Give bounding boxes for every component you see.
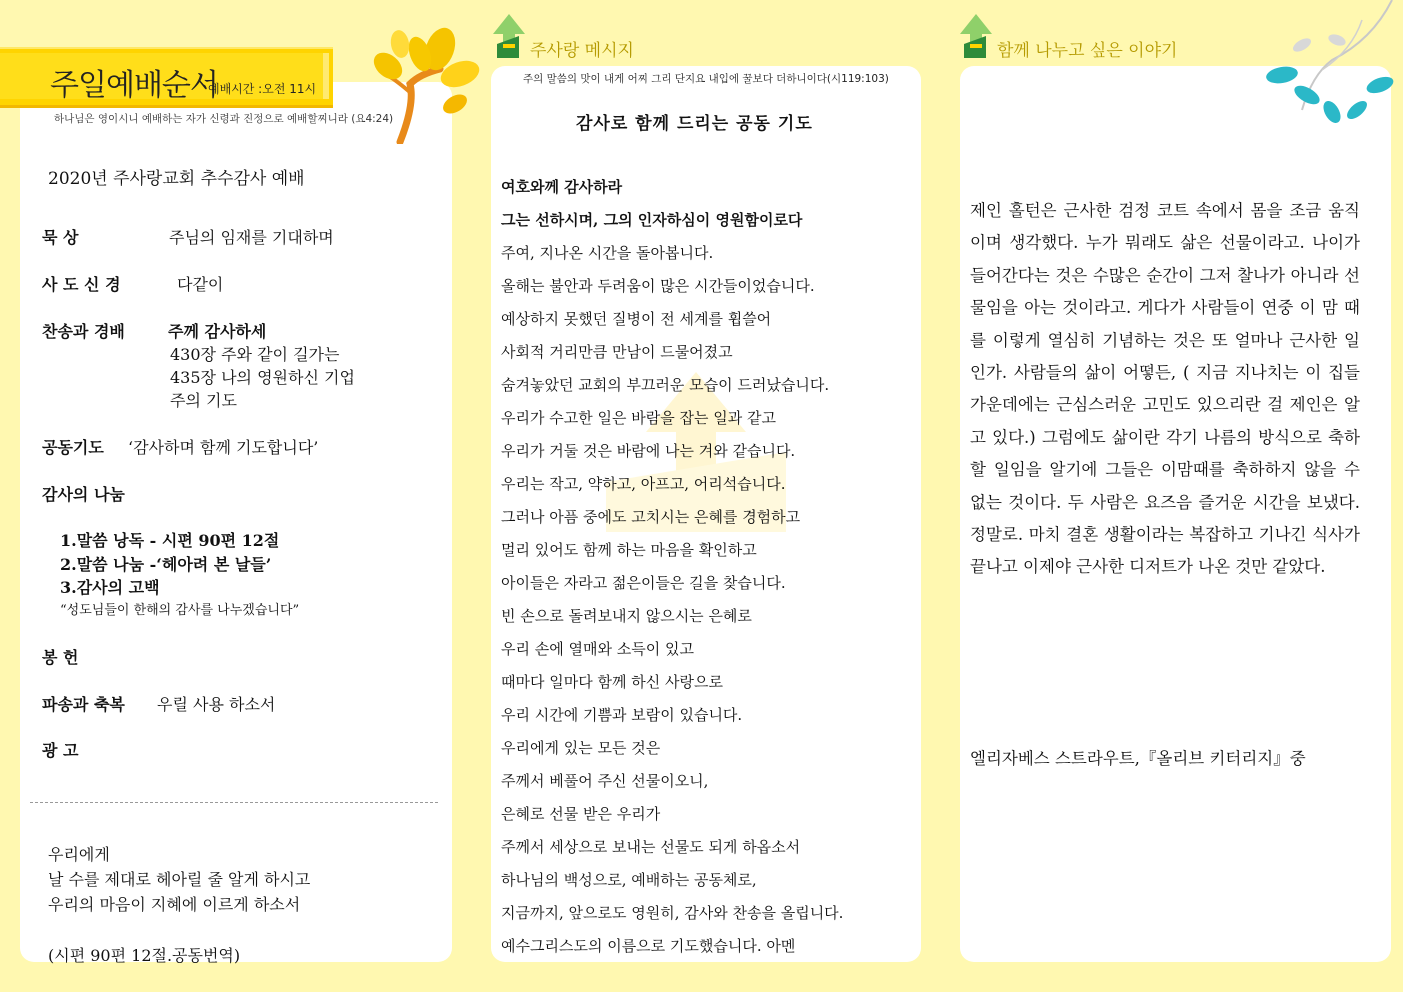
- prayer-body: [501, 175, 911, 967]
- prayer-line: 올해는 불안과 두려움이 많은 시간들이었습니다.: [501, 277, 815, 295]
- prayer-line: 그는 선하시며, 그의 인자하심이 영원함이로다: [501, 211, 803, 229]
- order-label: 묵 상: [42, 228, 79, 247]
- page-title: 주일예배순서: [50, 68, 218, 103]
- prayer-line: 우리 손에 열매와 소득이 있고: [501, 640, 694, 658]
- prayer-line: 우리가 거둘 것은 바람에 나는 겨와 같습니다.: [501, 442, 796, 460]
- prayer-line: 예상하지 못했던 질병이 전 세계를 휩쓸어: [501, 310, 772, 328]
- sharing-item: 3.감사의 고백: [60, 578, 160, 597]
- closing-line: 우리의 마음이 지혜에 이르게 하소서: [48, 895, 301, 914]
- hymn-item: 430장 주와 같이 길가는: [170, 345, 340, 364]
- service-time: 예배시간 :오전 11시: [208, 82, 317, 96]
- prayer-line: 주께서 세상으로 보내는 선물도 되게 하옵소서: [501, 838, 801, 856]
- section-title: 함께 나누고 싶은 이야기: [997, 41, 1178, 61]
- order-label: 광 고: [42, 741, 79, 760]
- sharing-note: “성도님들이 한해의 감사를 나누겠습니다”: [60, 603, 300, 618]
- order-value: 주님의 임재를 기대하며: [169, 228, 334, 247]
- divider: [30, 802, 438, 803]
- sharing-item: 1.말씀 낭독 - 시편 90편 12절: [60, 531, 280, 550]
- tree-icon: [360, 24, 480, 144]
- prayer-line: 빈 손으로 돌려보내지 않으시는 은혜로: [501, 607, 752, 625]
- order-value: 주께 감사하세: [168, 322, 267, 341]
- prayer-title: 감사로 함께 드리는 공동 기도: [576, 114, 813, 134]
- order-label: 봉 헌: [42, 648, 79, 667]
- story-source: 엘리자베스 스트라우트,『올리브 키터리지』중: [970, 749, 1306, 768]
- hymn-item: 435장 나의 영원하신 기업: [170, 368, 355, 387]
- prayer-line: 은혜로 선물 받은 우리가: [501, 805, 661, 823]
- prayer-line: 우리가 수고한 일은 바람을 잡는 일과 같고: [501, 409, 776, 427]
- section-logo-icon: [493, 14, 525, 58]
- story-body: 제인 홀턴은 근사한 검정 코트 속에서 몸을 조금 움직이며 생각했다. 누가 뭐래도 삶은 선물이라고. 나이가 들어간다는 것은 수많은 순간이 그저 찰나가 아니라 선물임을 아는 것이라고. 게다가 사람들이 연중 이 맘 때를 이렇게 열심히 기념하는 것은 또 얼마나 근사한 일인가. 사람들의 삶이 어떻든, ( 지금 지나치는 이 집들 가운데에는 근심스러운 고민도 있으리란 걸 제인은 알고 있다.) 그럼에도 삶이란 각기 나름의 방식으로 축하할 일임을 알기에 그들은 이맘때를 축하하지 않을 수 없는 것이다. 두 사람은 요즈음 즐거운 시간을 보냈다. 정말로. 마치 결혼 생활이라는 복잡하고 기나긴 식사가 끝나고 이제야 근사한 디저트가 나온 것만 같았다.: [970, 201, 1360, 577]
- event-title: 2020년 주사랑교회 추수감사 예배: [48, 169, 305, 189]
- prayer-line: 여호와께 감사하라: [501, 178, 623, 196]
- order-label: 사 도 신 경: [42, 275, 121, 294]
- order-value: ‘감사하며 함께 기도합니다’: [128, 438, 319, 457]
- section-title: 주사랑 메시지: [530, 41, 634, 61]
- prayer-line: 지금까지, 앞으로도 영원히, 감사와 찬송을 올립니다.: [501, 904, 844, 922]
- prayer-line: 아이들은 자라고 젊은이들은 길을 찾습니다.: [501, 574, 786, 592]
- sharing-item: 2.말씀 나눔 -‘헤아려 본 날들’: [60, 555, 272, 574]
- hymn-item: 주의 기도: [170, 391, 237, 410]
- order-value: 우릴 사용 하소서: [157, 695, 276, 714]
- order-label: 파송과 축복: [42, 695, 125, 714]
- prayer-line: 때마다 일마다 함께 하신 사랑으로: [501, 673, 723, 691]
- closing-line: 우리에게: [48, 845, 110, 864]
- closing-line: 날 수를 제대로 헤아릴 줄 알게 하시고: [48, 870, 311, 889]
- prayer-line: 멀리 있어도 함께 하는 마음을 확인하고: [501, 541, 757, 559]
- prayer-line: 주여, 지나온 시간을 돌아봅니다.: [501, 244, 714, 262]
- prayer-line: 우리 시간에 기쁨과 보람이 있습니다.: [501, 706, 743, 724]
- closing-ref: (시편 90편 12절.공동번역): [48, 946, 241, 965]
- left-panel: [20, 82, 452, 962]
- prayer-line: 숨겨놓았던 교회의 부끄러운 모습이 드러났습니다.: [501, 376, 830, 394]
- leaf-decoration-icon: [1262, 0, 1403, 140]
- prayer-line: 우리는 작고, 약하고, 아프고, 어리석습니다.: [501, 475, 786, 493]
- prayer-line: 주께서 베풀어 주신 선물이오니,: [501, 772, 709, 790]
- prayer-line: 우리에게 있는 모든 것은: [501, 739, 661, 757]
- prayer-line: 하나님의 백성으로, 예배하는 공동체로,: [501, 871, 757, 889]
- order-label: 공동기도: [42, 438, 104, 457]
- prayer-line: 예수그리스도의 이름으로 기도했습니다. 아멘: [501, 937, 796, 955]
- section-logo-icon: [960, 14, 992, 58]
- prayer-line: 사회적 거리만큼 만남이 드물어졌고: [501, 343, 733, 361]
- order-label: 찬송과 경배: [42, 322, 125, 341]
- message-verse: 주의 말씀의 맛이 내게 어찌 그리 단지요 내입에 꿀보다 더하니이다(시119:103): [523, 73, 889, 85]
- prayer-line: 그러나 아픔 중에도 고치시는 은혜를 경험하고: [501, 508, 801, 526]
- order-value: 다같이: [177, 275, 224, 294]
- order-label: 감사의 나눔: [42, 485, 125, 504]
- header-verse: 하나님은 영이시니 예배하는 자가 신령과 진정으로 예배할찌니라 (요4:24): [54, 113, 394, 125]
